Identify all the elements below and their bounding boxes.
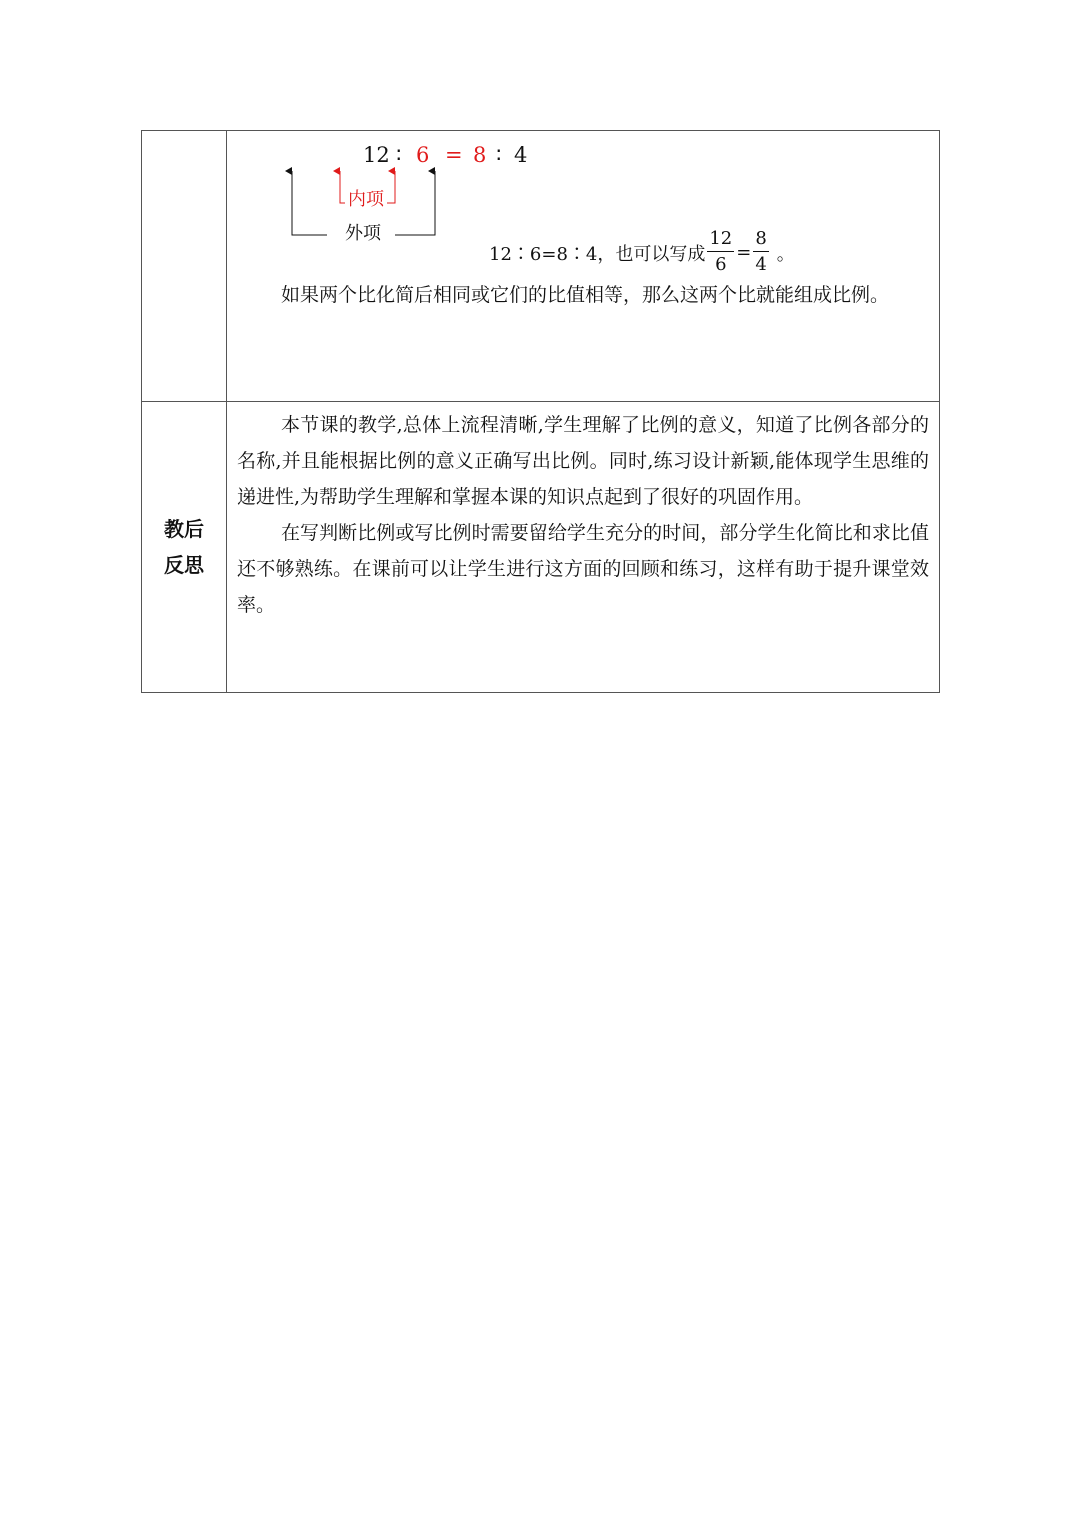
fraction-12-6 xyxy=(707,227,734,278)
inner-bracket-left xyxy=(340,171,345,203)
colon-2: ∶ xyxy=(496,143,502,167)
proportion-rule-paragraph: 如果两个比化简后相同或它们的比值相等，那么这两个比就能组成比例。 xyxy=(281,284,890,306)
fraction-equation xyxy=(489,227,795,278)
fraction-denominator: 4 xyxy=(755,254,767,275)
inner-bracket-right xyxy=(387,171,395,203)
equals-sign: = xyxy=(445,143,463,167)
term-6: 6 xyxy=(416,143,430,167)
reflection-row xyxy=(142,402,939,692)
term-4: 4 xyxy=(514,143,528,167)
term-12: 12 xyxy=(363,143,390,167)
reflection-label-cell xyxy=(142,402,227,692)
reflection-label xyxy=(164,511,204,583)
reflection-content-cell xyxy=(227,402,939,692)
fraction-equals: = xyxy=(736,242,752,263)
equation-prefix: 12∶6=8∶4，也可以写成 xyxy=(489,243,706,265)
term-8: 8 xyxy=(473,143,487,167)
reflection-paragraph-1: 本节课的教学,总体上流程清晰,学生理解了比例的意义，知道了比例各部分的名称,并且能根据比例的意义正确写出比例。同时,练习设计新颖,能体现学生思维的递进性,为帮助学生理解和掌握本课的知识点起到了很好的巩固作用。 xyxy=(237,414,929,508)
fraction-numerator: 12 xyxy=(707,227,734,252)
fraction-numerator: 8 xyxy=(753,227,768,252)
outer-bracket-right xyxy=(395,171,435,235)
proportion-terms-diagram xyxy=(227,131,528,251)
lesson-table xyxy=(141,130,940,693)
reflection-label-line1: 教后 xyxy=(164,517,204,541)
empty-label-cell xyxy=(142,131,227,401)
outer-terms-label: 外项 xyxy=(345,223,381,244)
colon-1: ∶ xyxy=(396,143,402,167)
proportion-row xyxy=(142,131,939,402)
fraction-denominator: 6 xyxy=(715,254,727,275)
reflection-paragraph-2: 在写判断比例或写比例时需要留给学生充分的时间，部分学生化简比和求比值还不够熟练。在课前可以让学生进行这方面的回顾和练习，这样有助于提升课堂效率。 xyxy=(237,522,929,616)
outer-bracket-left xyxy=(292,171,327,235)
fraction-8-4 xyxy=(753,227,768,278)
proportion-content-cell xyxy=(227,131,939,401)
equation-suffix: 。 xyxy=(776,243,795,265)
inner-terms-label: 内项 xyxy=(348,189,384,210)
reflection-label-line2: 反思 xyxy=(164,553,204,577)
